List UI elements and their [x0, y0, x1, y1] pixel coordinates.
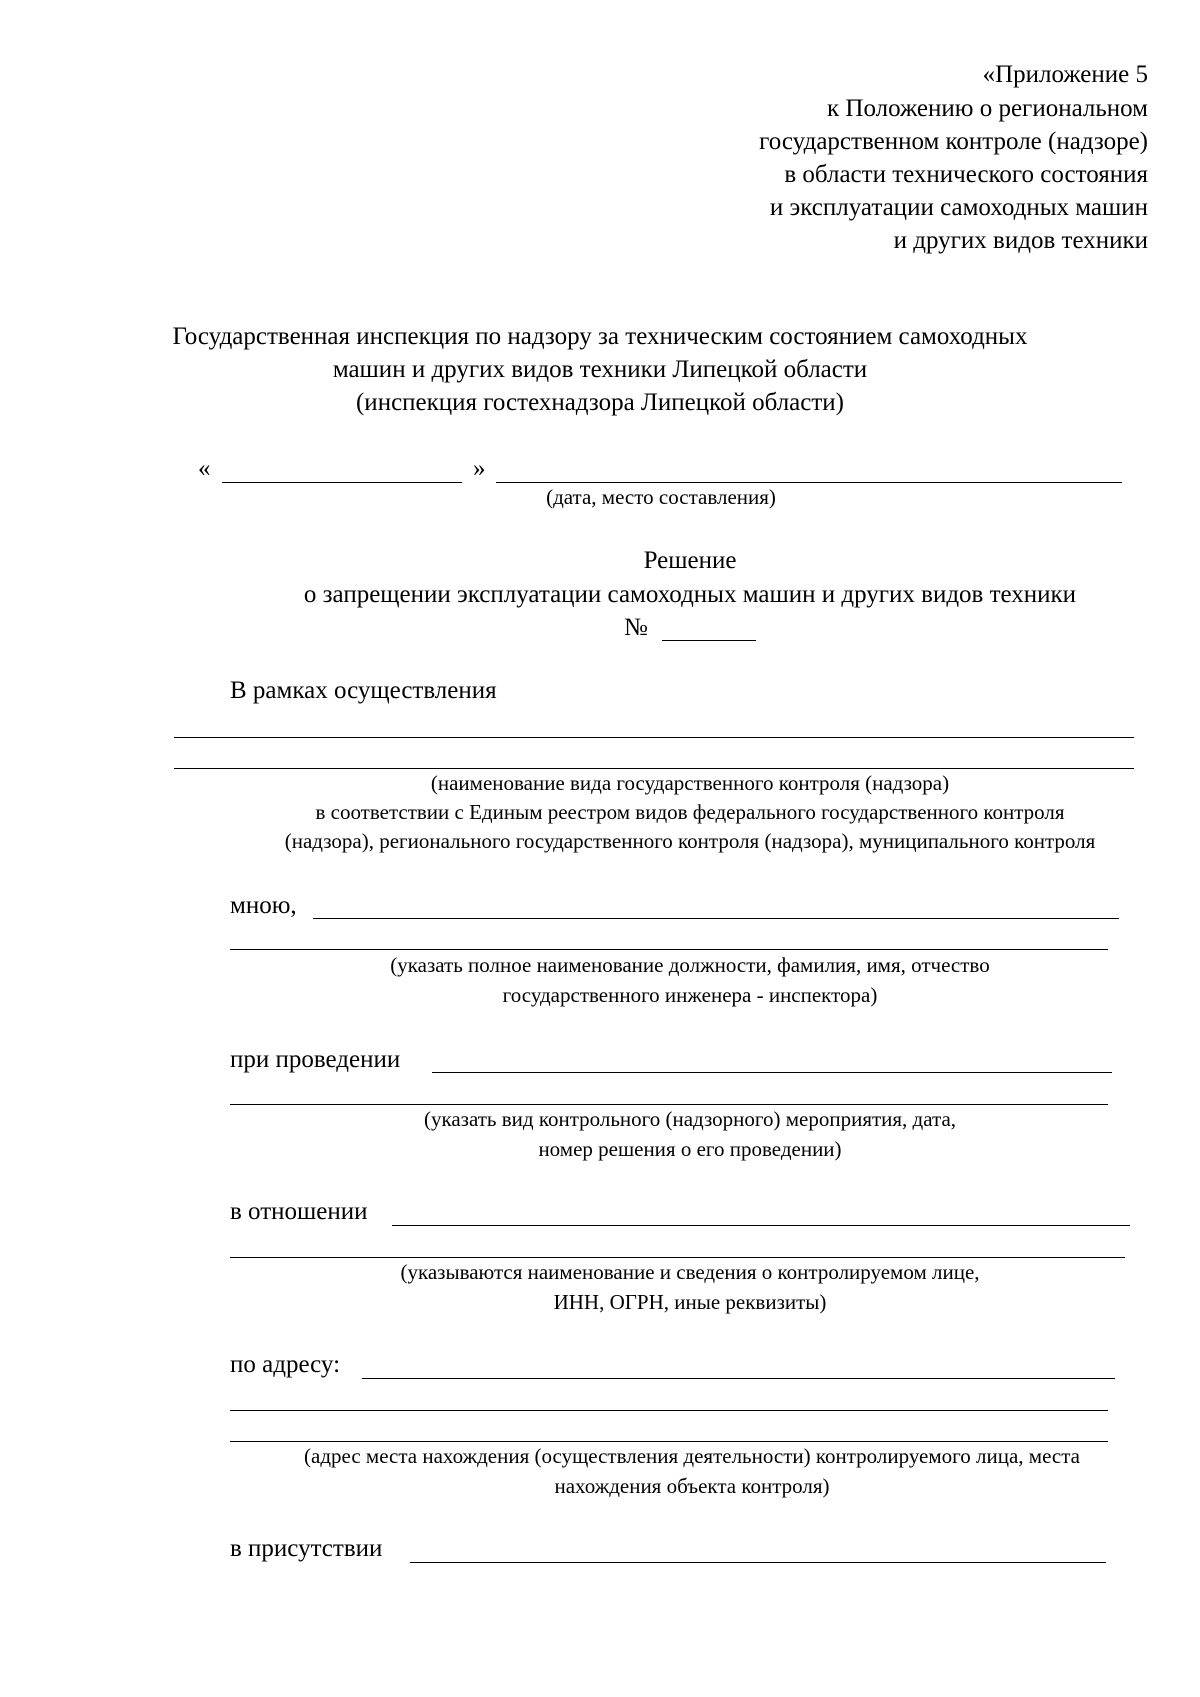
decision-number-label: №	[624, 614, 648, 641]
decision-subtitle: о запрещении эксплуатации самоходных машин и других видов техники	[303, 581, 1077, 608]
subject-caption: (указываются наименование и сведения о контролируемом лице,	[400, 1260, 980, 1284]
decision-title: Решение	[643, 547, 737, 574]
appendix-line: государственном контроле (надзоре)	[759, 128, 1148, 155]
date-day-line	[222, 482, 462, 483]
address-caption: (адрес места нахождения (осуществления деятельности) контролируемого лица, места	[304, 1444, 1080, 1468]
subject-caption: ИНН, ОГРН, иные реквизиты)	[553, 1290, 827, 1314]
control-type-caption: в соответствии с Единым реестром видов федерального государственного контроля	[315, 800, 1065, 824]
inspector-line	[230, 949, 1108, 950]
open-quote: «	[198, 455, 211, 482]
control-type-line	[174, 768, 1134, 769]
appendix-line: «Приложение 5	[982, 61, 1148, 88]
appendix-line: в области технического состояния	[784, 161, 1148, 188]
decision-number-line	[662, 640, 756, 641]
event-caption: номер решения о его проведении)	[538, 1137, 842, 1161]
date-place-line	[496, 482, 1122, 483]
control-type-caption: (наименование вида государственного контроля (надзора)	[430, 771, 950, 795]
event-line	[230, 1104, 1108, 1105]
appendix-line: и эксплуатации самоходных машин	[769, 194, 1148, 221]
subject-line	[392, 1225, 1130, 1226]
address-line	[362, 1378, 1115, 1379]
presence-line	[410, 1562, 1106, 1563]
event-caption: (указать вид контрольного (надзорного) мероприятия, дата,	[423, 1107, 957, 1131]
authority-line: (инспекция гостехнадзора Липецкой области)	[355, 389, 844, 416]
subject-label: в отношении	[230, 1198, 368, 1225]
inspector-label: мною,	[230, 892, 297, 919]
date-place-caption: (дата, место составления)	[546, 485, 776, 509]
control-type-line	[174, 737, 1134, 738]
close-quote: »	[473, 455, 486, 482]
inspector-caption: государственного инженера - инспектора)	[502, 983, 878, 1007]
authority-line: машин и других видов техники Липецкой области	[332, 356, 868, 383]
address-label: по адресу:	[230, 1351, 341, 1378]
authority-line: Государственная инспекция по надзору за техническим состоянием самоходных	[172, 323, 1028, 350]
event-label: при проведении	[230, 1046, 401, 1073]
address-line	[230, 1410, 1108, 1411]
presence-label: в присутствии	[230, 1535, 383, 1562]
address-caption: нахождения объекта контроля)	[554, 1474, 830, 1498]
control-type-label: В рамках осуществления	[230, 677, 497, 704]
address-line	[230, 1441, 1108, 1442]
inspector-caption: (указать полное наименование должности, фамилия, имя, отчество	[390, 953, 990, 977]
appendix-line: к Положению о региональном	[827, 95, 1148, 122]
subject-line	[230, 1257, 1125, 1258]
appendix-line: и других видов техники	[893, 227, 1148, 254]
inspector-line	[313, 918, 1119, 919]
control-type-caption: (надзора), регионального государственного контроля (надзора), муниципального контроля	[284, 829, 1096, 853]
event-line	[432, 1072, 1112, 1073]
